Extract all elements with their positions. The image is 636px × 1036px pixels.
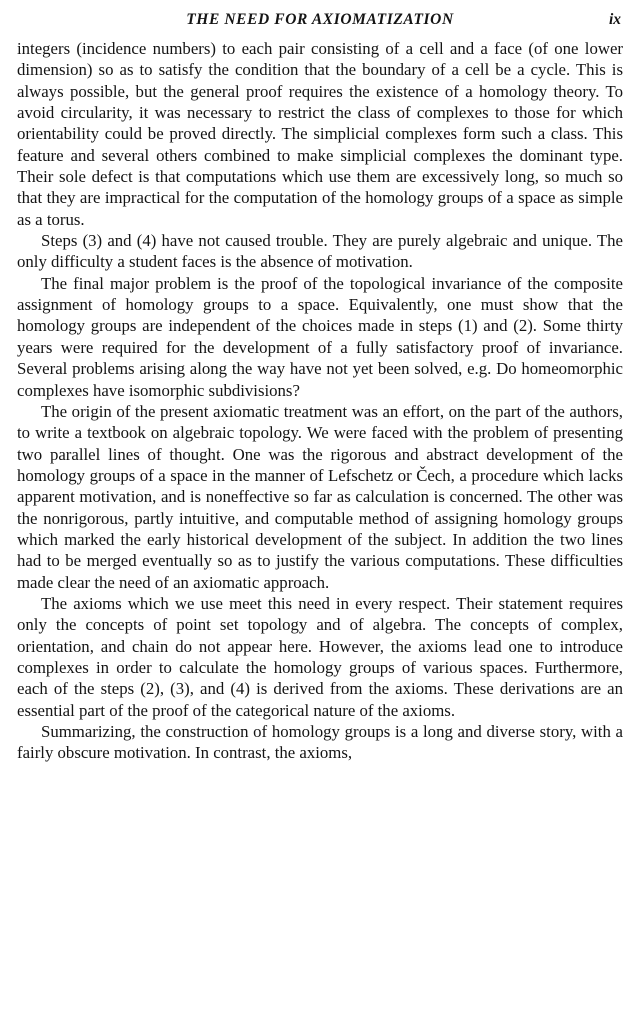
- body-text: [17, 38, 623, 764]
- running-title: THE NEED FOR AXIOMATIZATION: [186, 11, 454, 28]
- paragraph-axioms: The axioms which we use meet this need in every respect. Their statement requires only the concepts of point set topology and of algebra. The concepts of complex, orientation, and chain do not appear here. However, the axioms lead one to introduce complexes in order to calculate the homology groups of various spaces. Furthermore, each of the steps (2), (3), and (4) is derived from the axioms. These derivations are an essential part of the proof of the categorical nature of the axioms.: [17, 593, 623, 720]
- paragraph-origin: The origin of the present axiomatic treatment was an effort, on the part of the authors, to write a textbook on algebraic topology. We were faced with the problem of presenting two parallel lines of thought. One was the rigorous and abstract development of the homology groups of a space in the manner of Lefschetz or Čech, a procedure which lacks apparent motivation, and is noneffective so far as calculation is concerned. The other was the nonrigorous, partly intuitive, and computable method of assigning homology groups which marked the early historical development of the subject. In addition the two lines had to be merged eventually so as to justify the various computations. These difficulties made clear the need of an axiomatic approach.: [17, 401, 623, 592]
- page-number: ix: [608, 11, 621, 28]
- paragraph-continued: integers (incidence numbers) to each pair consisting of a cell and a face (of one lower dimension) so as to satisfy the condition that the boundary of a cell be a cycle. This is always possible, but the general proof requires the existence of a homology theory. To avoid circularity, it was necessary to restrict the class of complexes to those for which orientability could be proved directly. The simplicial complexes form such a class. This feature and several others combined to make simplicial complexes the dominant type. Their sole defect is that computations which use them are excessively long, so much so that they are impractical for the computation of the homology groups of a space as simple as a torus.: [17, 39, 623, 229]
- paragraph-invariance: The final major problem is the proof of the topological invariance of the composite assignment of homology groups to a space. Equivalently, one must show that the homology groups are independent of the choices made in steps (1) and (2). Some thirty years were required for the development of a fully satisfactory proof of invariance. Several problems arising along the way have not yet been solved, e.g. Do homeomorphic complexes have isomorphic subdivisions?: [17, 273, 623, 400]
- running-head: [17, 8, 623, 32]
- paragraph-summarizing: Summarizing, the construction of homology groups is a long and diverse story, with a fairly obscure motivation. In contrast, the axioms,: [17, 722, 623, 763]
- paragraph-steps-3-4: Steps (3) and (4) have not caused trouble. They are purely algebraic and unique. The only difficulty a student faces is the absence of motivation.: [17, 231, 623, 272]
